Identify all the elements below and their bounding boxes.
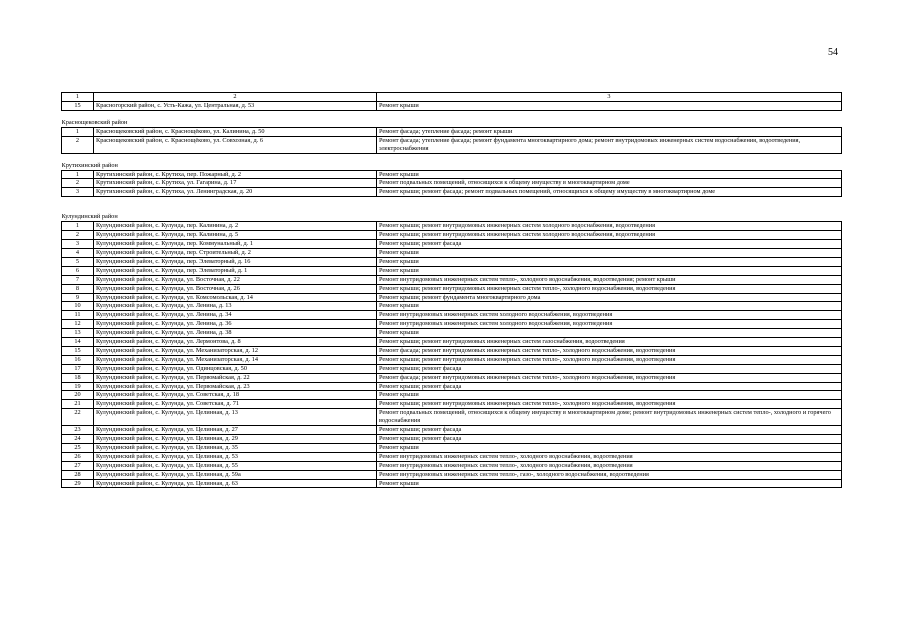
row-address: Кулундинский район, с. Кулунда, ул. Целинная, д. 59а bbox=[94, 470, 377, 479]
table-row bbox=[62, 338, 842, 347]
row-work-type: Ремонт внутридомовых инженерных систем холодного водоснабжения, водоотведения bbox=[377, 311, 842, 320]
table-row bbox=[62, 400, 842, 409]
row-number: 23 bbox=[62, 426, 94, 435]
row-address: Кулундинский район, с. Кулунда, ул. Целинная, д. 55 bbox=[94, 461, 377, 470]
table-row bbox=[62, 329, 842, 338]
row-number: 1 bbox=[62, 170, 94, 179]
table-row bbox=[62, 364, 842, 373]
row-address: Кулундинский район, с. Кулунда, ул. Ленина, д. 38 bbox=[94, 329, 377, 338]
table-row bbox=[62, 170, 842, 179]
row-number: 2 bbox=[62, 231, 94, 240]
district-row bbox=[62, 162, 842, 171]
table-row bbox=[62, 382, 842, 391]
row-number: 26 bbox=[62, 452, 94, 461]
table-row bbox=[62, 479, 842, 488]
table-row bbox=[62, 275, 842, 284]
row-address: Кулундинский район, с. Кулунда, ул. Целинная, д. 53 bbox=[94, 452, 377, 461]
table-row bbox=[62, 127, 842, 136]
row-address: Кулундинский район, с. Кулунда, пер. Калинина, д. 5 bbox=[94, 231, 377, 240]
row-number: 25 bbox=[62, 443, 94, 452]
table-row bbox=[62, 302, 842, 311]
row-number: 15 bbox=[62, 346, 94, 355]
row-work-type: Ремонт крыши; ремонт фасада bbox=[377, 426, 842, 435]
row-number: 1 bbox=[62, 222, 94, 231]
row-address: Крутихинский район, с. Крутиха, ул. Ленинградская, д. 20 bbox=[94, 188, 377, 197]
column-number-row bbox=[62, 93, 842, 102]
table-row bbox=[62, 179, 842, 188]
row-address: Кулундинский район, с. Кулунда, пер. Коммунальный, д. 1 bbox=[94, 240, 377, 249]
row-work-type: Ремонт внутридомовых инженерных систем тепло-, холодного водоснабжения, водоотведения bbox=[377, 452, 842, 461]
table-row bbox=[62, 409, 842, 426]
table-row bbox=[62, 470, 842, 479]
column-number-1: 1 bbox=[62, 93, 94, 102]
row-address: Кулундинский район, с. Кулунда, ул. Советская, д. 18 bbox=[94, 391, 377, 400]
table-row bbox=[62, 257, 842, 266]
row-number: 18 bbox=[62, 373, 94, 382]
table-row bbox=[62, 231, 842, 240]
table-row bbox=[62, 284, 842, 293]
row-number: 15 bbox=[62, 101, 94, 110]
repair-table-body bbox=[62, 93, 842, 488]
row-address: Кулундинский район, с. Кулунда, ул. Первомайская, д. 23 bbox=[94, 382, 377, 391]
row-work-type: Ремонт крыши; ремонт внутридомовых инженерных систем холодного водоснабжения, водоотведения bbox=[377, 231, 842, 240]
row-address: Кулундинский район, с. Кулунда, пер. Элеваторный, д. 16 bbox=[94, 257, 377, 266]
row-address: Кулундинский район, с. Кулунда, ул. Целинная, д. 29 bbox=[94, 435, 377, 444]
table-row bbox=[62, 240, 842, 249]
row-address: Кулундинский район, с. Кулунда, ул. Механизаторская, д. 12 bbox=[94, 346, 377, 355]
row-address: Кулундинский район, с. Кулунда, ул. Ленина, д. 34 bbox=[94, 311, 377, 320]
row-number: 20 bbox=[62, 391, 94, 400]
row-work-type: Ремонт крыши bbox=[377, 329, 842, 338]
column-number-3: 3 bbox=[377, 93, 842, 102]
row-number: 29 bbox=[62, 479, 94, 488]
table-row bbox=[62, 311, 842, 320]
table-row bbox=[62, 248, 842, 257]
row-work-type: Ремонт крыши; ремонт внутридомовых инженерных систем тепло-, холодного водоснабжения, водоотведения bbox=[377, 355, 842, 364]
row-address: Кулундинский район, с. Кулунда, ул. Ленина, д. 36 bbox=[94, 320, 377, 329]
row-work-type: Ремонт фасада; утепление фасада; ремонт крыши bbox=[377, 127, 842, 136]
row-work-type: Ремонт крыши; ремонт фасада; ремонт подвальных помещений, относящихся к общему имуществу в многоквартирном доме bbox=[377, 188, 842, 197]
row-number: 6 bbox=[62, 266, 94, 275]
table-row bbox=[62, 373, 842, 382]
table-row bbox=[62, 293, 842, 302]
row-work-type: Ремонт крыши; ремонт внутридомовых инженерных систем холодного водоснабжения, водоотведения bbox=[377, 222, 842, 231]
row-work-type: Ремонт крыши bbox=[377, 391, 842, 400]
row-work-type: Ремонт фасада; утепление фасада; ремонт фундамента многоквартирного дома; ремонт внутридомовых инженерных систем водоснабжения, водоотведения, электроснабжения bbox=[377, 136, 842, 153]
row-number: 17 bbox=[62, 364, 94, 373]
row-address: Кулундинский район, с. Кулунда, ул. Одинцовская, д. 50 bbox=[94, 364, 377, 373]
row-number: 4 bbox=[62, 248, 94, 257]
row-work-type: Ремонт крыши; ремонт фасада bbox=[377, 364, 842, 373]
row-work-type: Ремонт крыши bbox=[377, 101, 842, 110]
row-number: 2 bbox=[62, 179, 94, 188]
row-address: Кулундинский район, с. Кулунда, ул. Целинная, д. 35 bbox=[94, 443, 377, 452]
row-address: Кулундинский район, с. Кулунда, пер. Калинина, д. 2 bbox=[94, 222, 377, 231]
row-work-type: Ремонт крыши; ремонт внутридомовых инженерных систем тепло-, холодного водоснабжения, водоотведения bbox=[377, 284, 842, 293]
row-address: Крутихинский район, с. Крутиха, ул. Гагарина, д. 17 bbox=[94, 179, 377, 188]
district-title: Крутихинский район bbox=[61, 161, 118, 169]
row-address: Кулундинский район, с. Кулунда, ул. Ленина, д. 13 bbox=[94, 302, 377, 311]
table-row bbox=[62, 101, 842, 110]
row-number: 10 bbox=[62, 302, 94, 311]
section-spacer bbox=[62, 153, 842, 162]
repair-table bbox=[61, 92, 842, 488]
row-address: Кулундинский район, с. Кулунда, ул. Восточная, д. 26 bbox=[94, 284, 377, 293]
row-work-type: Ремонт крыши; ремонт внутридомовых инженерных систем тепло-, холодного водоснабжения, водоотведения bbox=[377, 400, 842, 409]
row-work-type: Ремонт подвальных помещений, относящихся к общему имуществу в многоквартирном доме; ремонт внутридомовых инженерных систем тепло-, холодного и горячего водоснабжения bbox=[377, 409, 842, 426]
row-address: Кулундинский район, с. Кулунда, ул. Целинная, д. 63 bbox=[94, 479, 377, 488]
row-number: 1 bbox=[62, 127, 94, 136]
row-work-type: Ремонт крыши; ремонт фасада bbox=[377, 435, 842, 444]
row-work-type: Ремонт крыши bbox=[377, 248, 842, 257]
row-work-type: Ремонт крыши bbox=[377, 257, 842, 266]
row-address: Кулундинский район, с. Кулунда, ул. Комсомольская, д. 14 bbox=[94, 293, 377, 302]
spacer-cell bbox=[62, 110, 842, 119]
row-work-type: Ремонт фасада; ремонт внутридомовых инженерных систем тепло-, холодного водоснабжения, водоотведения bbox=[377, 346, 842, 355]
row-work-type: Ремонт фасада; ремонт внутридомовых инженерных систем тепло-, холодного водоснабжения, водоотведения bbox=[377, 373, 842, 382]
row-number: 24 bbox=[62, 435, 94, 444]
table-row bbox=[62, 435, 842, 444]
row-work-type: Ремонт крыши bbox=[377, 443, 842, 452]
row-number: 7 bbox=[62, 275, 94, 284]
row-work-type: Ремонт крыши bbox=[377, 266, 842, 275]
district-title: Краснощековский район bbox=[61, 118, 128, 126]
row-address: Кулундинский район, с. Кулунда, пер. Элеваторный, д. 1 bbox=[94, 266, 377, 275]
row-number: 12 bbox=[62, 320, 94, 329]
row-work-type: Ремонт внутридомовых инженерных систем холодного водоснабжения, водоотведения bbox=[377, 320, 842, 329]
district-row bbox=[62, 119, 842, 128]
row-number: 13 bbox=[62, 329, 94, 338]
row-address: Кулундинский район, с. Кулунда, ул. Целинная, д. 13 bbox=[94, 409, 377, 426]
row-work-type: Ремонт подвальных помещений, относящихся к общему имуществу в многоквартирном доме bbox=[377, 179, 842, 188]
row-address: Кулундинский район, с. Кулунда, ул. Советская, д. 71 bbox=[94, 400, 377, 409]
table-row bbox=[62, 355, 842, 364]
district-title: Кулундинский район bbox=[61, 213, 118, 221]
table-row bbox=[62, 266, 842, 275]
row-address: Крутихинский район, с. Крутиха, пер. Пожарный, д. 2 bbox=[94, 170, 377, 179]
row-number: 2 bbox=[62, 136, 94, 153]
row-number: 3 bbox=[62, 188, 94, 197]
row-work-type: Ремонт крыши; ремонт фасада bbox=[377, 240, 842, 249]
table-row bbox=[62, 461, 842, 470]
row-address: Кулундинский район, с. Кулунда, ул. Первомайская, д. 22 bbox=[94, 373, 377, 382]
row-work-type: Ремонт внутридомовых инженерных систем тепло-, холодного водоснабжения, водоотведения; ремонт крыши bbox=[377, 275, 842, 284]
row-number: 8 bbox=[62, 284, 94, 293]
table-row bbox=[62, 320, 842, 329]
row-work-type: Ремонт крыши bbox=[377, 170, 842, 179]
spacer-cell bbox=[62, 197, 842, 214]
row-work-type: Ремонт крыши; ремонт фасада bbox=[377, 382, 842, 391]
row-address: Краснощековский район, с. Краснощёково, ул. Калинина, д. 50 bbox=[94, 127, 377, 136]
row-number: 11 bbox=[62, 311, 94, 320]
page-number: 54 bbox=[828, 47, 838, 58]
section-spacer bbox=[62, 197, 842, 214]
row-address: Кулундинский район, с. Кулунда, ул. Восточная, д. 22 bbox=[94, 275, 377, 284]
row-address: Краснощековский район, с. Краснощёково, ул. Совхозная, д. 6 bbox=[94, 136, 377, 153]
row-number: 14 bbox=[62, 338, 94, 347]
row-address: Кулундинский район, с. Кулунда, пер. Строительный, д. 2 bbox=[94, 248, 377, 257]
table-row bbox=[62, 346, 842, 355]
district-row bbox=[62, 213, 842, 222]
row-work-type: Ремонт крыши; ремонт внутридомовых инженерных систем газоснабжения, водоотведения bbox=[377, 338, 842, 347]
row-number: 27 bbox=[62, 461, 94, 470]
row-work-type: Ремонт внутридомовых инженерных систем тепло-, газо-, холодного водоснабжения, водоотведения bbox=[377, 470, 842, 479]
row-number: 9 bbox=[62, 293, 94, 302]
row-number: 28 bbox=[62, 470, 94, 479]
row-address: Кулундинский район, с. Кулунда, ул. Механизаторская, д. 14 bbox=[94, 355, 377, 364]
row-number: 21 bbox=[62, 400, 94, 409]
row-work-type: Ремонт крыши bbox=[377, 479, 842, 488]
table-row bbox=[62, 391, 842, 400]
section-spacer bbox=[62, 110, 842, 119]
table-row bbox=[62, 426, 842, 435]
table-row bbox=[62, 222, 842, 231]
table-row bbox=[62, 452, 842, 461]
row-work-type: Ремонт крыши bbox=[377, 302, 842, 311]
row-number: 19 bbox=[62, 382, 94, 391]
table-row bbox=[62, 188, 842, 197]
row-address: Кулундинский район, с. Кулунда, ул. Лермонтова, д. 8 bbox=[94, 338, 377, 347]
table-row bbox=[62, 136, 842, 153]
row-work-type: Ремонт внутридомовых инженерных систем тепло-, холодного водоснабжения, водоотведения bbox=[377, 461, 842, 470]
spacer-cell bbox=[62, 153, 842, 162]
row-number: 16 bbox=[62, 355, 94, 364]
row-number: 5 bbox=[62, 257, 94, 266]
repair-table-container bbox=[61, 92, 842, 488]
row-work-type: Ремонт крыши; ремонт фундамента многоквартирного дома bbox=[377, 293, 842, 302]
column-number-2: 2 bbox=[94, 93, 377, 102]
row-address: Кулундинский район, с. Кулунда, ул. Целинная, д. 27 bbox=[94, 426, 377, 435]
row-number: 3 bbox=[62, 240, 94, 249]
row-number: 22 bbox=[62, 409, 94, 426]
row-address: Красногорский район, с. Усть-Кажа, ул. Центральная, д. 53 bbox=[94, 101, 377, 110]
table-row bbox=[62, 443, 842, 452]
